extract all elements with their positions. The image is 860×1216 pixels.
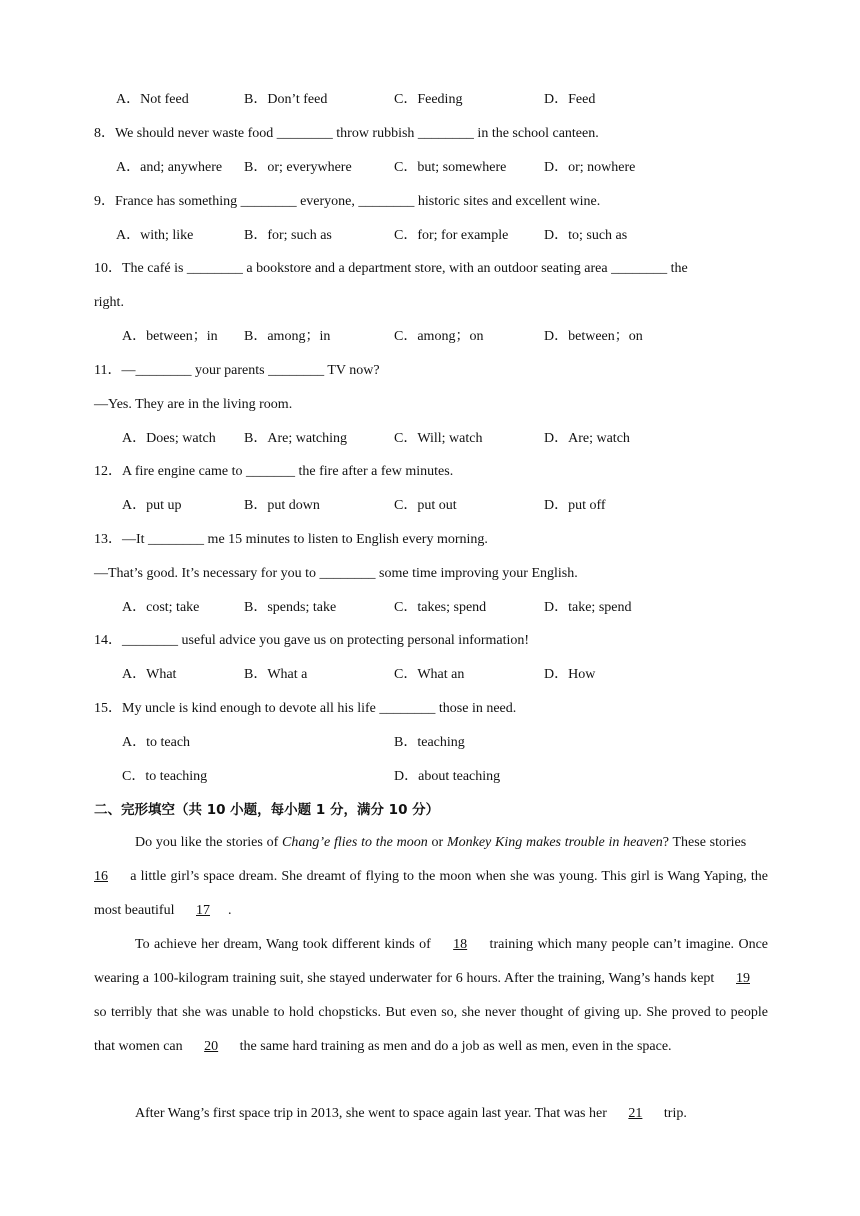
option-d: D．How	[544, 667, 596, 682]
story-title: Chang’e flies to the moon	[282, 835, 428, 850]
option-d: D．Are; watch	[544, 431, 630, 446]
question-9-stem: 9．France has something ________ everyone, ________ historic sites and excellent wine.	[94, 194, 601, 209]
option-a: A．Not feed	[116, 92, 189, 107]
blank-number: 21	[628, 1106, 643, 1121]
question-10-options	[94, 326, 770, 348]
question-15-options-row1	[94, 732, 770, 754]
question-13-stem: 13．—It ________ me 15 minutes to listen to English every morning.	[94, 532, 488, 547]
passage-text: or	[427, 835, 447, 850]
option-c: C．to teaching	[122, 769, 208, 784]
blank-number: 16	[94, 869, 108, 884]
passage-text: To achieve her dream, Wang took different kinds of	[135, 937, 436, 952]
option-a: A．What	[122, 667, 177, 682]
option-a: A．cost; take	[122, 600, 200, 615]
blank-17[interactable]	[178, 903, 228, 918]
option-b: B．put down	[244, 498, 320, 513]
question-8-stem: 8．We should never waste food ________ throw rubbish ________ in the school canteen.	[94, 126, 599, 141]
passage-text: so terribly that she was unable to hold chopsticks. But even so, she never thought of giving up. She proved to people that women can	[94, 1005, 768, 1054]
passage-text: ? These stories	[662, 835, 750, 850]
question-11-stem: 11．—________ your parents ________ TV now?	[94, 363, 380, 378]
option-b: B．What a	[244, 667, 308, 682]
option-a: A．Does; watch	[122, 431, 216, 446]
blank-number: 18	[453, 937, 468, 952]
question-7-options	[94, 89, 770, 111]
question-10-stem: 10．The café is ________ a bookstore and a department store, with an outdoor seating area ________ the	[94, 261, 688, 276]
passage-text: the same hard training as men and do a job as well as men, even in the space.	[236, 1039, 672, 1054]
option-c: C．Will; watch	[394, 431, 483, 446]
option-c: C．takes; spend	[394, 600, 487, 615]
blank-number: 17	[196, 903, 210, 918]
passage-paragraph-1	[94, 826, 768, 928]
option-a: A．to teach	[122, 735, 191, 750]
question-14-options	[94, 664, 770, 686]
passage-text: .	[228, 903, 232, 918]
blank-20[interactable]	[186, 1039, 236, 1054]
option-d: D．take; spend	[544, 600, 632, 615]
option-b: B．for; such as	[244, 228, 332, 243]
passage-text: training which many people can’t imagine. Once wearing a 100-kilogram training suit, she stayed underwater for 6 hours. After the training, Wang’s hands kept	[94, 937, 768, 986]
question-10-stem-cont: right.	[94, 295, 124, 310]
option-c: C．put out	[394, 498, 457, 513]
option-d: D．about teaching	[394, 769, 501, 784]
question-9-options	[94, 225, 770, 247]
option-b: B．spends; take	[244, 600, 337, 615]
question-11-reply: —Yes. They are in the living room.	[94, 397, 293, 412]
passage-paragraph-3	[94, 1097, 768, 1131]
question-15-stem: 15．My uncle is kind enough to devote all his life ________ those in need.	[94, 701, 517, 716]
option-d: D．to; such as	[544, 228, 628, 243]
question-13-options	[94, 597, 770, 619]
passage-text: a little girl’s space dream. She dreamt of flying to the moon when she was young. This girl is Wang Yaping, the most beautiful	[94, 869, 768, 918]
option-d: D．put off	[544, 498, 606, 513]
option-a: A．and; anywhere	[116, 160, 223, 175]
question-14-stem: 14．________ useful advice you gave us on protecting personal information!	[94, 633, 530, 648]
blank-21[interactable]	[610, 1106, 660, 1121]
question-13-reply: —That’s good. It’s necessary for you to ________ some time improving your English.	[94, 566, 578, 581]
passage-text: After Wang’s first space trip in 2013, she went to space again last year. That was her	[135, 1106, 611, 1121]
story-title: Monkey King makes trouble in heaven	[446, 835, 663, 850]
blank-18[interactable]	[435, 937, 485, 952]
question-15-options-row2	[94, 766, 770, 788]
option-c: C．among；on	[394, 329, 484, 344]
option-c: C．What an	[394, 667, 465, 682]
passage-text: trip.	[660, 1106, 687, 1121]
option-b: B．teaching	[394, 735, 465, 750]
option-b: B．Don’t feed	[244, 92, 328, 107]
option-c: C．but; somewhere	[394, 160, 507, 175]
option-c: C．for; for example	[394, 228, 509, 243]
option-a: A．with; like	[116, 228, 194, 243]
option-d: D．between；on	[544, 329, 643, 344]
blank-19[interactable]	[718, 971, 768, 986]
question-11-options	[94, 428, 770, 450]
option-b: B．among；in	[244, 329, 331, 344]
option-a: A．put up	[122, 498, 182, 513]
question-8-options	[94, 157, 770, 179]
option-a: A．between；in	[122, 329, 218, 344]
option-b: B．or; everywhere	[244, 160, 352, 175]
passage-paragraph-2	[94, 928, 768, 1064]
question-12-stem: 12．A fire engine came to _______ the fire after a few minutes.	[94, 464, 454, 479]
blank-number: 20	[204, 1039, 219, 1054]
option-c: C．Feeding	[394, 92, 463, 107]
question-12-options	[94, 495, 770, 517]
blank-number: 19	[736, 971, 750, 986]
option-d: D．or; nowhere	[544, 160, 636, 175]
passage-text: Do you like the stories of	[135, 835, 283, 850]
section-title: 二、完形填空（共 10 小题，每小题 1 分，满分 10 分）	[94, 802, 440, 818]
option-b: B．Are; watching	[244, 431, 348, 446]
option-d: D．Feed	[544, 92, 596, 107]
